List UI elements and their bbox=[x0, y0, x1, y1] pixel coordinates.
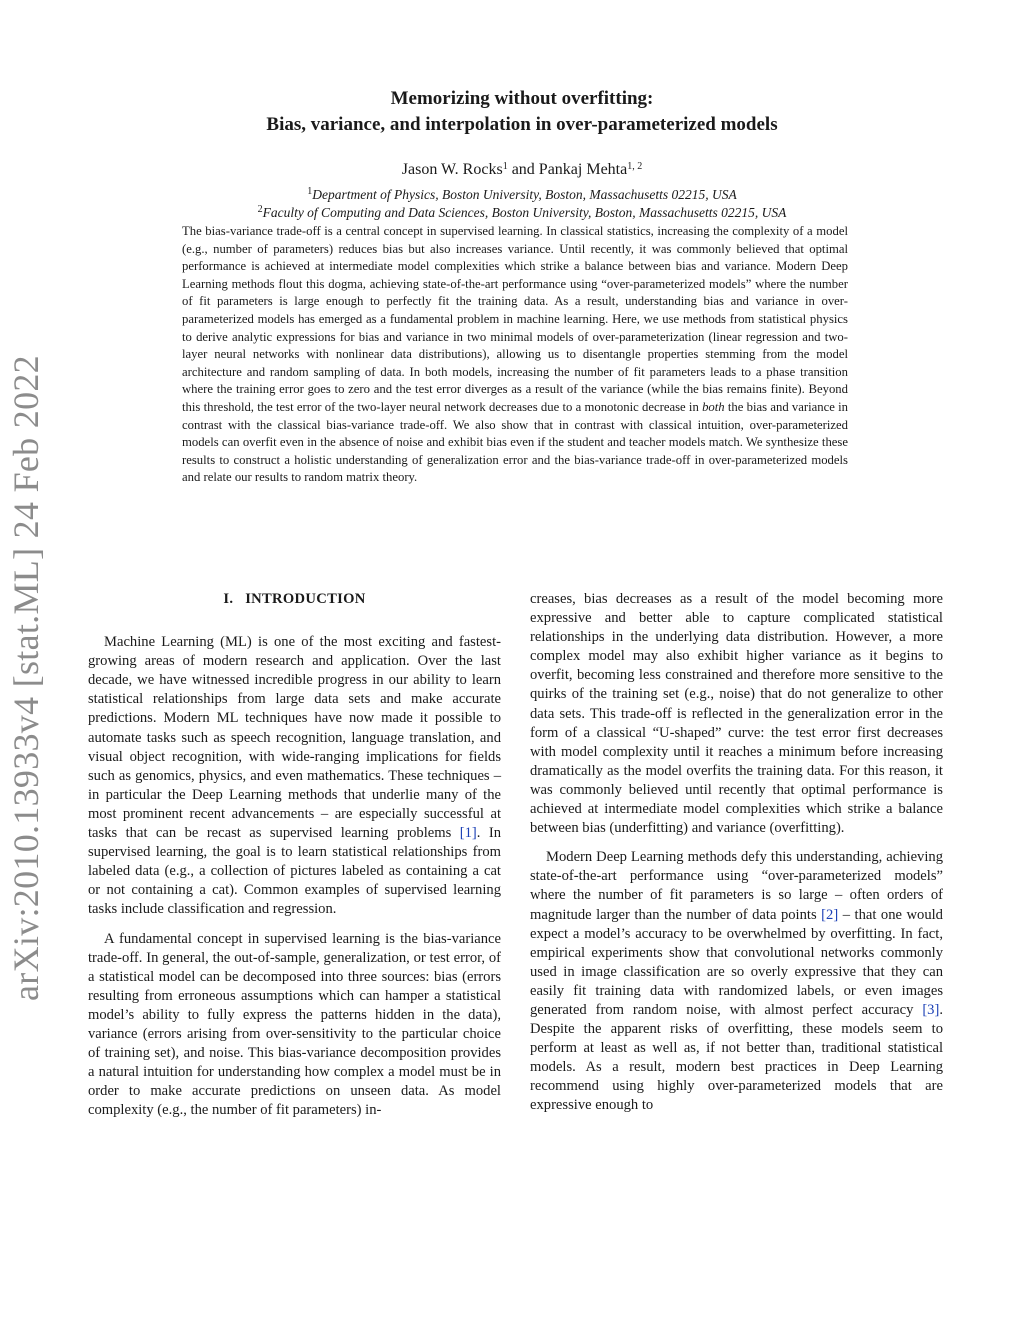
author-name: Pankaj Mehta bbox=[538, 161, 628, 178]
author-list bbox=[130, 160, 914, 180]
author-affiliation-mark: 1 bbox=[502, 161, 508, 172]
left-column bbox=[88, 590, 501, 1120]
right-column bbox=[530, 590, 943, 1116]
author-joiner: and bbox=[511, 161, 535, 178]
affiliation-text: Department of Physics, Boston University, Boston, Massachusetts 02215, USA bbox=[312, 187, 737, 202]
abstract-text: the bias and variance in contrast with the classical bias-variance trade-off. We also show that in contrast with classical intuition, over-parameterized models can overfit even in the absence of noise and exhibit bias even if the student and teacher models match. We synthesize these results to construct a holistic understanding of generalization error and the bias-variance trade-off in over-parameterized models and relate our results to random matrix theory. bbox=[182, 399, 849, 485]
citation-link[interactable]: [2] bbox=[821, 906, 839, 923]
paragraph-text: . Despite the apparent risks of overfitting, these models seem to perform at least as well as, if not better than, traditional statistical models. As a result, modern best practices in Deep Learning recommend using highly over-parameterized models that are expressive enough to bbox=[530, 1001, 943, 1114]
body-paragraph: creases, bias decreases as a result of the model becoming more expressive and better able to capture complicated statistical relationships in the underlying data distribution. However, a more complex model may also exhibit higher variance as it begins to overfit, becoming less constrained and therefore more sensitive to the quirks of the training set (e.g., noise) that do not generalize to other data sets. This trade-off is reflected in the generalization error in the form of a classical “U-shaped” curve: the test error first decreases with model complexity until it reaches a minimum before increasing dramatically as the model overfits the training data. For this reason, it was commonly believed until recently that optimal performance is achieved at intermediate model complexities which strike a balance between bias (underfitting) and variance (overfitting). bbox=[530, 591, 943, 837]
citation-link[interactable]: [1] bbox=[459, 825, 477, 842]
arxiv-identifier-stamp bbox=[2, 348, 50, 1008]
section-title: INTRODUCTION bbox=[245, 591, 366, 607]
affiliation bbox=[130, 204, 914, 222]
paper-title-line-2: Bias, variance, and interpolation in over-parameterized models bbox=[266, 114, 778, 135]
affiliation-mark: 2 bbox=[257, 204, 263, 215]
abstract-emphasis: both bbox=[702, 399, 725, 414]
affiliation bbox=[130, 186, 914, 204]
body-paragraph bbox=[88, 633, 501, 919]
affiliation-mark: 1 bbox=[307, 186, 313, 197]
paragraph-text: Machine Learning (ML) is one of the most exciting and fastest-growing areas of modern research and application. Over the last decade, we have witnessed incredible progress in our ability to learn statistical relationships from large data sets and make accurate predictions. Modern ML techniques have now made it possible to automate tasks such as speech recognition, language translation, and visual object recognition, with wide-ranging implications for fields such as genomics, physics, and even mathematics. These techniques – in particular the Deep Learning methods that underlie many of the most prominent recent advancements – are especially successful at tasks that can be recast as supervised learning problems bbox=[88, 634, 501, 842]
arxiv-stamp-text: arXiv:2010.13933v4 [stat.ML] 24 Feb 2022 bbox=[6, 355, 46, 1001]
section-number: I. bbox=[223, 591, 234, 607]
paper-header bbox=[130, 86, 914, 222]
author-affiliation-mark: 1, 2 bbox=[627, 161, 643, 172]
body-paragraph: A fundamental concept in supervised learning is the bias-variance trade-off. In general, the out-of-sample, generalization, or test error, of a statistical model can be decomposed into three sources: bias (errors resulting from erroneous assumptions which can hamper a statistical model’s ability to fully express the patterns hidden in the data), variance (errors arising from over-sensitivity to the particular choice of training set), and noise. This bias-variance decomposition provides a natural intuition for understanding how complex a model must be in order to make accurate predictions on unseen data. As model complexity (e.g., the number of fit parameters) in- bbox=[88, 930, 501, 1119]
paragraph-text: Modern Deep Learning methods defy this understanding, achieving state-of-the-art performance using “over-parameterized models” where the number of fit parameters is so large – often orders of magnitude larger than the number of data points bbox=[530, 849, 943, 923]
abstract-text: The bias-variance trade-off is a central concept in supervised learning. In classical statistics, increasing the complexity of a model (e.g., number of parameters) reduces bias but also increases variance. Until recently, it was commonly believed that optimal performance is achieved at intermediate model complexities which strike a balance between bias and variance. Modern Deep Learning methods flout this dogma, achieving state-of-the-art performance using “over-parameterized models” where the number of fit parameters is large enough to perfectly fit the training data. As a result, understanding bias and variance in over-parameterized models has emerged as a fundamental problem in machine learning. Here, we use methods from statistical physics to derive analytic expressions for bias and variance in two minimal models of over-parameterization (linear regression and two-layer neural networks with nonlinear data distributions), allowing us to disentangle properties stemming from the model architecture and random sampling of data. In both models, increasing the number of fit parameters leads to a phase transition where the training error goes to zero and the test error diverges as a result of the variance (while the bias remains finite). Beyond this threshold, the test error of the two-layer neural network decreases due to a monotonic decrease in bbox=[182, 224, 848, 414]
author-name: Jason W. Rocks bbox=[401, 161, 503, 178]
abstract bbox=[182, 223, 848, 487]
affiliation-text: Faculty of Computing and Data Sciences, Boston University, Boston, Massachusetts 02215, USA bbox=[262, 205, 787, 220]
citation-link[interactable]: [3] bbox=[922, 1001, 940, 1018]
paragraph-text: – that one would expect a model’s accuracy to be overwhelmed by overfitting. In fact, empirical experiments show that convolutional networks commonly used in image classification are so overly expressive that they can easily fit training data with randomized labels, or even images generated from random noise, with almost perfect accuracy bbox=[530, 906, 943, 1018]
section-heading bbox=[88, 590, 501, 609]
paragraph-text: . In supervised learning, the goal is to learn statistical relationships from labeled data (e.g., a collection of pictures labeled as containing a cat or not containing a cat). Common examples of supervised learning tasks include classification and regression. bbox=[88, 825, 501, 918]
paper-title-line-1: Memorizing without overfitting: bbox=[390, 88, 654, 109]
body-paragraph bbox=[530, 848, 943, 1115]
